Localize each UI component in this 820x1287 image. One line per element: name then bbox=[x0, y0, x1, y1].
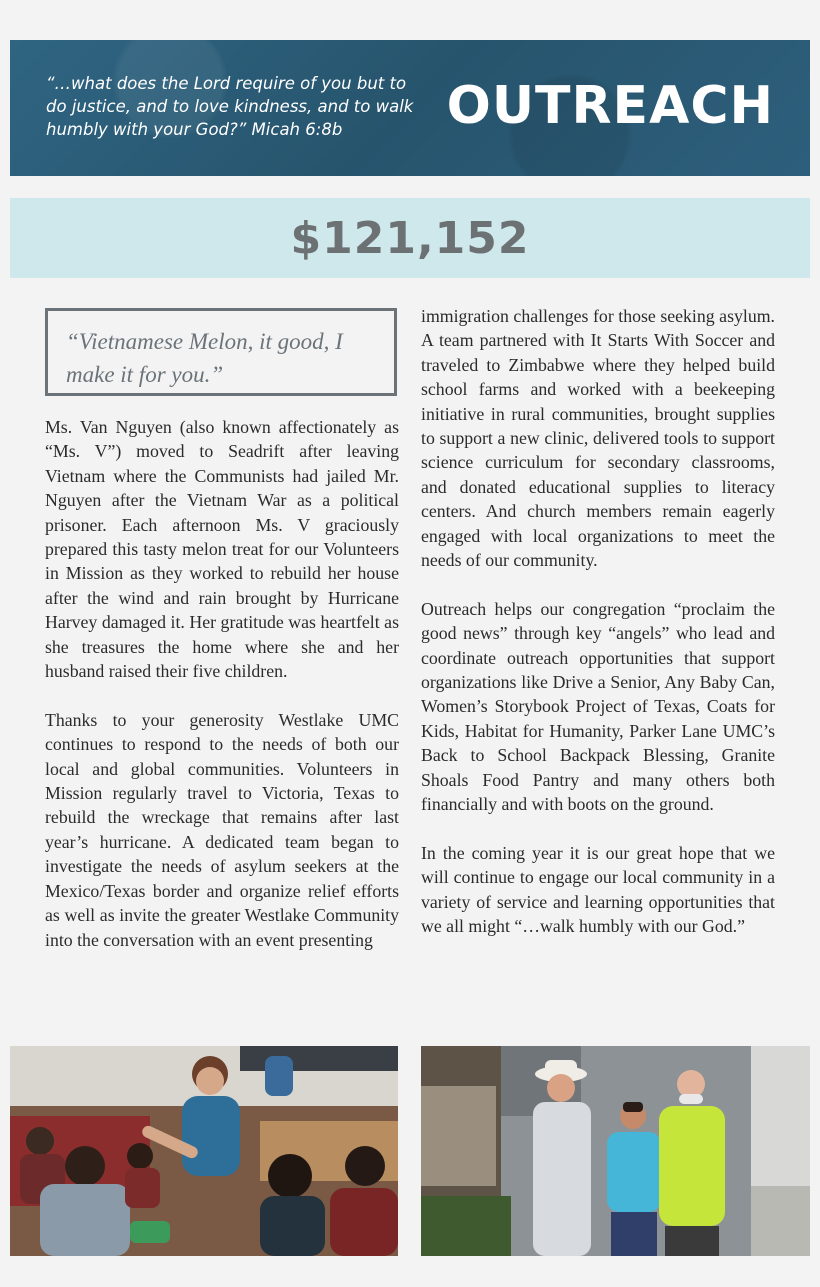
classroom-illustration bbox=[10, 1046, 398, 1256]
paragraph: In the coming year it is our great hope that we will continue to engage our local community in a variety of service and learning opportunities that we all might “…walk humbly with our God.” bbox=[421, 842, 775, 937]
volunteers-photo bbox=[421, 1046, 810, 1256]
paragraph: immigration challenges for those seeking asylum. A team partnered with It Starts With Soccer and traveled to Zimbabwe where they helped build school farms and worked with a beekeeping initiative in rural communities, brought supplies to support a new clinic, delivered tools to support science curriculum for secondary classrooms, and donated educational supplies to literacy centers. And church members remain eagerly engaged with local organizations to meet the needs of our community. bbox=[421, 306, 775, 571]
paragraph: Outreach helps our congregation “proclaim the good news” through key “angels” who lead and coordinate outreach opportunities that support organizations like Drive a Senior, Any Baby Can, Women’s Storybook Project of Texas, Coats for Kids, Habitat for Humanity, Parker Lane UMC’s Back to School Backpack Blessing, Granite Shoals Food Pantry and many others both financially and with boots on the ground. bbox=[421, 598, 775, 815]
amount-band bbox=[10, 198, 810, 278]
paragraph: Ms. Van Nguyen (also known affectionately as “Ms. V”) moved to Seadrift after leaving Vietnam where the Communists had jailed Mr. Nguyen after the Vietnam War as a political prisoner. Each afternoon Ms. V graciously prepared this tasty melon treat for our Volunteers in Mission as they worked to rebuild her house after the wind and rain brought by Hurricane Harvey damaged it. Her gratitude was heartfelt as she treasures the home where she and her husband raised their five children. bbox=[45, 417, 399, 682]
classroom-photo bbox=[10, 1046, 398, 1256]
paragraph: Thanks to your generosity Westlake UMC continues to respond to the needs of both our local and global communities. Volunteers in Mission regularly travel to Victoria, Texas to rebuild the wreckage that remains after last year’s hurricane. A dedicated team began to investigate the needs of asylum seekers at the Mexico/Texas border and organize relief efforts as well as invite the greater Westlake Community into the conversation with an event presenting bbox=[45, 709, 399, 950]
pull-quote: “Vietnamese Melon, it good, I make it for you.” bbox=[45, 308, 397, 396]
scripture-quote: “…what does the Lord require of you but to do justice, and to love kindness, and to walk humbly with your God?” Micah 6:8b bbox=[46, 74, 414, 139]
right-column bbox=[421, 304, 775, 963]
left-column bbox=[45, 415, 399, 976]
outreach-amount: $121,152 bbox=[290, 212, 530, 264]
outreach-banner bbox=[10, 40, 810, 176]
volunteers-illustration bbox=[421, 1046, 810, 1256]
page-title: OUTREACH bbox=[446, 76, 774, 136]
